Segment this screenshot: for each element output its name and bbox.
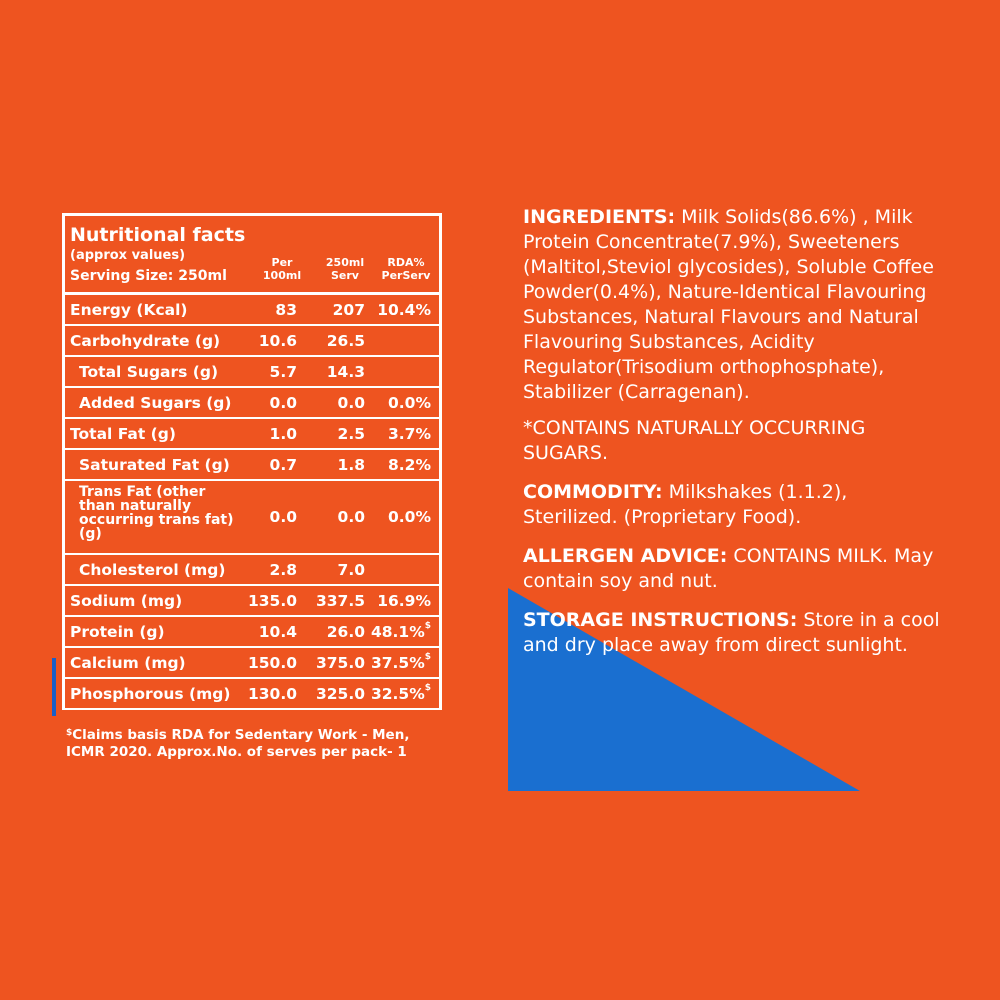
footnote-mark: $ (66, 728, 73, 738)
nutrient-name: Total Fat (g) (70, 425, 176, 443)
ingredients-text: Milk Solids(86.6%) , Milk Protein Concentrate(7.9%), Sweeteners (Maltitol,Steviol glycosides), Soluble Coffee Powder(0.4%), Nature-Identical Flavouring Substances, Natural Flavours and Natural Flavouring Substances, Acidity Regulator(Trisodium orthophosphate), Stabilizer (Carragenan). (523, 206, 934, 403)
table-row (65, 648, 439, 679)
product-info-panel (523, 205, 943, 658)
commodity-text: Milkshakes (1.1.2), Sterilized. (Proprietary Food). (523, 481, 848, 528)
table-row (65, 555, 439, 586)
allergen-label: ALLERGEN ADVICE: (523, 545, 728, 567)
blue-accent-marker (52, 658, 56, 716)
footnote-text: Claims basis RDA for Sedentary Work - Men, ICMR 2020. Approx.No. of serves per pack- 1 (66, 727, 410, 760)
ingredients-paragraph (523, 205, 943, 405)
value-per-100ml: 83 (275, 301, 297, 319)
value-per-serving: 207 (332, 301, 365, 319)
value-per-100ml: 2.8 (269, 561, 297, 579)
rda-footnote (66, 727, 446, 761)
table-row (65, 679, 439, 710)
allergen-text: CONTAINS MILK. May contain soy and nut. (523, 545, 934, 592)
storage-text: Store in a cool and dry place away from direct sunlight. (523, 609, 940, 656)
table-row (65, 586, 439, 617)
serving-size: Serving Size: 250ml (70, 268, 227, 284)
value-per-100ml: 130.0 (247, 685, 297, 703)
nutrient-name: Total Sugars (g) (79, 363, 219, 381)
nutrient-name: Sodium (mg) (70, 592, 183, 610)
value-rda: 8.2% (388, 456, 431, 474)
value-per-serving: 14.3 (326, 363, 365, 381)
commodity-label: COMMODITY: (523, 481, 663, 503)
value-rda: 0.0% (388, 508, 431, 526)
value-rda: 32.5%$ (370, 683, 431, 703)
table-row (65, 481, 439, 555)
table-row (65, 617, 439, 648)
commodity-paragraph (523, 480, 943, 530)
value-per-serving: 26.0 (326, 623, 365, 641)
nutrient-name: Phosphorous (mg) (70, 685, 231, 703)
value-rda: 10.4% (377, 301, 431, 319)
table-row (65, 295, 439, 326)
nutrient-name: Carbohydrate (g) (70, 332, 221, 350)
value-per-serving: 0.0 (337, 394, 365, 412)
nutrient-name: Cholesterol (mg) (79, 561, 226, 579)
column-header-per-100ml: Per 100ml (262, 256, 302, 282)
value-per-100ml: 10.4 (258, 623, 297, 641)
value-per-100ml: 135.0 (247, 592, 297, 610)
nutrient-name: Energy (Kcal) (70, 301, 188, 319)
approx-values-note: (approx values) (70, 248, 186, 263)
nutrient-name: Saturated Fat (g) (79, 456, 230, 474)
value-rda: 16.9% (377, 592, 431, 610)
value-per-serving: 0.0 (337, 508, 365, 526)
value-per-serving: 325.0 (315, 685, 365, 703)
value-per-serving: 2.5 (337, 425, 365, 443)
nutrition-table (62, 213, 442, 710)
table-row (65, 326, 439, 357)
value-per-serving: 1.8 (337, 456, 365, 474)
value-per-100ml: 5.7 (269, 363, 297, 381)
value-per-serving: 7.0 (337, 561, 365, 579)
value-per-serving: 337.5 (315, 592, 365, 610)
nutrient-name: Trans Fat (other than naturally occurring trans fat) (g) (79, 484, 234, 542)
table-row (65, 450, 439, 481)
ingredients-label: INGREDIENTS: (523, 206, 676, 228)
value-per-100ml: 0.0 (269, 508, 297, 526)
allergen-paragraph (523, 544, 943, 594)
value-rda: 3.7% (388, 425, 431, 443)
value-per-serving: 26.5 (326, 332, 365, 350)
value-per-100ml: 150.0 (247, 654, 297, 672)
value-per-100ml: 0.7 (269, 456, 297, 474)
table-row (65, 388, 439, 419)
column-header-rda: RDA% PerServ (381, 256, 431, 282)
table-row (65, 419, 439, 450)
nutrient-name: Protein (g) (70, 623, 165, 641)
value-rda: 0.0% (388, 394, 431, 412)
nutrition-table-header (65, 216, 439, 295)
nutrition-title: Nutritional facts (70, 224, 246, 246)
storage-label: STORAGE INSTRUCTIONS: (523, 609, 798, 631)
column-header-serving: 250ml Serv (325, 256, 365, 282)
value-per-100ml: 10.6 (258, 332, 297, 350)
value-per-100ml: 1.0 (269, 425, 297, 443)
storage-paragraph (523, 608, 943, 658)
contains-sugars-note: *CONTAINS NATURALLY OCCURRING SUGARS. (523, 417, 866, 464)
nutrient-name: Calcium (mg) (70, 654, 186, 672)
value-rda: 48.1%$ (370, 621, 431, 641)
value-per-100ml: 0.0 (269, 394, 297, 412)
table-row (65, 357, 439, 388)
value-per-serving: 375.0 (315, 654, 365, 672)
nutrient-name: Added Sugars (g) (79, 394, 232, 412)
value-rda: 37.5%$ (370, 652, 431, 672)
